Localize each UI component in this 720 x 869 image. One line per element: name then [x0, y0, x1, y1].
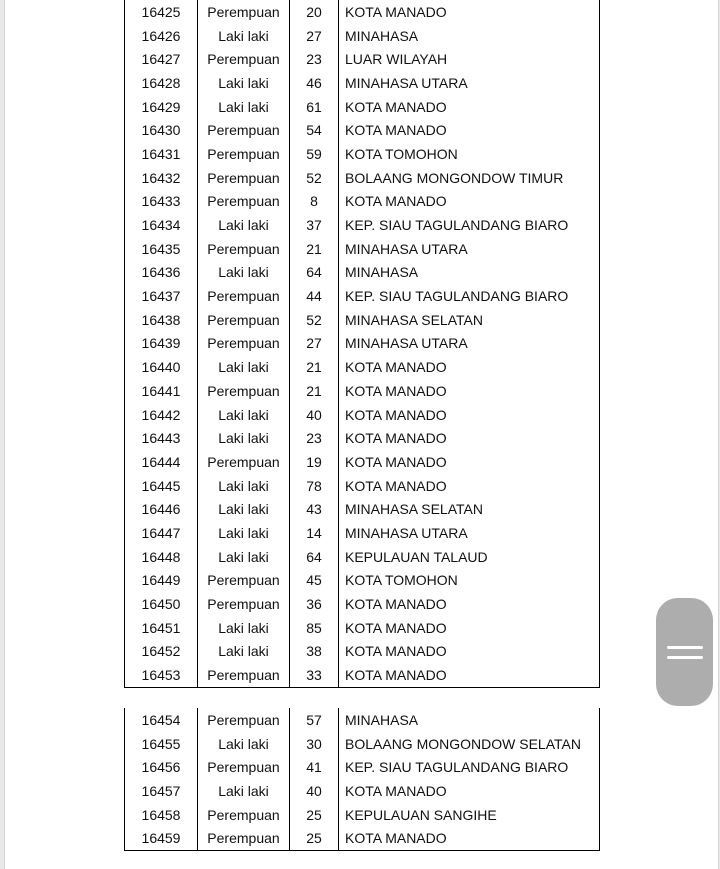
- cell-number: 16449: [141, 572, 181, 589]
- cell-number: 16432: [141, 169, 181, 186]
- cell-region: LUAR WILAYAH: [338, 47, 599, 71]
- cell-gender: Laki laki: [197, 355, 289, 379]
- cell-region: KOTA MANADO: [338, 95, 599, 119]
- cell-age: 44: [289, 284, 338, 308]
- cell-region: KEP. SIAU TAGULANDANG BIARO: [338, 213, 599, 237]
- cell-age: 23: [289, 426, 338, 450]
- cell-region: MINAHASA: [338, 708, 599, 732]
- cell-number: 16441: [141, 382, 181, 399]
- cell-number: 16440: [141, 359, 181, 376]
- cell-age: 43: [289, 497, 338, 521]
- cell-number: 16453: [141, 667, 181, 684]
- cell-age: 30: [289, 732, 338, 756]
- cell-region: KOTA MANADO: [338, 450, 599, 474]
- cell-number: 16434: [141, 217, 181, 234]
- cell-region: KOTA MANADO: [338, 640, 599, 664]
- cell-age: 37: [289, 213, 338, 237]
- table-row: [125, 190, 599, 214]
- cell-number: 16454: [141, 711, 181, 728]
- cell-region: MINAHASA SELATAN: [338, 308, 599, 332]
- cell-age: 33: [289, 663, 338, 687]
- cell-age: 45: [289, 569, 338, 593]
- cell-gender: Perempuan: [197, 569, 289, 593]
- cell-region: KOTA MANADO: [338, 355, 599, 379]
- cell-region: MINAHASA UTARA: [338, 71, 599, 95]
- cell-region: MINAHASA UTARA: [338, 237, 599, 261]
- cell-gender: Perempuan: [197, 332, 289, 356]
- cell-age: 64: [289, 261, 338, 285]
- table-row: [125, 708, 599, 732]
- table-row: [125, 403, 599, 427]
- cell-number: 16445: [141, 477, 181, 494]
- cell-region: KOTA MANADO: [338, 426, 599, 450]
- scroll-handle[interactable]: [656, 598, 713, 706]
- cell-region: MINAHASA SELATAN: [338, 497, 599, 521]
- cell-gender: Perempuan: [197, 803, 289, 827]
- cell-number: 16457: [141, 782, 181, 799]
- cell-gender: Perempuan: [197, 308, 289, 332]
- cell-age: 38: [289, 640, 338, 664]
- cell-age: 14: [289, 521, 338, 545]
- cell-age: 57: [289, 708, 338, 732]
- cell-age: 27: [289, 332, 338, 356]
- cell-gender: Perempuan: [197, 826, 289, 850]
- table-row: [125, 663, 599, 687]
- drag-handle-icon: [667, 656, 703, 659]
- cell-number: 16444: [141, 453, 181, 470]
- cell-region: KOTA MANADO: [338, 403, 599, 427]
- cell-age: 27: [289, 24, 338, 48]
- cell-age: 8: [289, 190, 338, 214]
- cell-number: 16431: [141, 145, 181, 162]
- cell-gender: Laki laki: [197, 545, 289, 569]
- cell-gender: Perempuan: [197, 663, 289, 687]
- cell-number: 16452: [141, 643, 181, 660]
- cell-gender: Laki laki: [197, 616, 289, 640]
- table-row: [125, 803, 599, 827]
- cell-number: 16439: [141, 335, 181, 352]
- cell-region: KOTA MANADO: [338, 779, 599, 803]
- table-row: [125, 779, 599, 803]
- table-row: [125, 261, 599, 285]
- table-row: [125, 71, 599, 95]
- cell-gender: Laki laki: [197, 95, 289, 119]
- cell-number: 16427: [141, 51, 181, 68]
- cell-number: 16429: [141, 98, 181, 115]
- cell-age: 59: [289, 142, 338, 166]
- cell-age: 40: [289, 403, 338, 427]
- cell-number: 16443: [141, 430, 181, 447]
- table-row: [125, 545, 599, 569]
- cell-region: KOTA MANADO: [338, 118, 599, 142]
- cell-region: KOTA MANADO: [338, 616, 599, 640]
- table-row: [125, 826, 599, 850]
- cell-region: KEPULAUAN TALAUD: [338, 545, 599, 569]
- cell-number: 16426: [141, 27, 181, 44]
- cell-region: KEPULAUAN SANGIHE: [338, 803, 599, 827]
- cell-region: KEP. SIAU TAGULANDANG BIARO: [338, 755, 599, 779]
- cell-gender: Laki laki: [197, 474, 289, 498]
- cell-region: BOLAANG MONGONDOW SELATAN: [338, 732, 599, 756]
- cell-region: MINAHASA UTARA: [338, 521, 599, 545]
- cell-number: 16442: [141, 406, 181, 423]
- cell-gender: Laki laki: [197, 732, 289, 756]
- cell-number: 16433: [141, 193, 181, 210]
- cell-age: 41: [289, 755, 338, 779]
- cell-region: MINAHASA UTARA: [338, 332, 599, 356]
- cell-age: 21: [289, 355, 338, 379]
- cell-age: 52: [289, 308, 338, 332]
- cell-age: 78: [289, 474, 338, 498]
- cell-gender: Laki laki: [197, 213, 289, 237]
- cell-gender: Laki laki: [197, 403, 289, 427]
- table-row: [125, 95, 599, 119]
- table-row: [125, 118, 599, 142]
- cell-number: 16451: [141, 619, 181, 636]
- table-row: [125, 355, 599, 379]
- table-row: [125, 616, 599, 640]
- cell-number: 16435: [141, 240, 181, 257]
- table-row: [125, 474, 599, 498]
- cell-age: 36: [289, 592, 338, 616]
- cell-number: 16447: [141, 524, 181, 541]
- table-row: [125, 237, 599, 261]
- drag-handle-icon: [667, 646, 703, 649]
- cell-region: KOTA MANADO: [338, 190, 599, 214]
- cell-number: 16458: [141, 806, 181, 823]
- cell-gender: Perempuan: [197, 190, 289, 214]
- cell-gender: Laki laki: [197, 521, 289, 545]
- cell-number: 16448: [141, 548, 181, 565]
- cell-gender: Laki laki: [197, 261, 289, 285]
- table-row: [125, 521, 599, 545]
- table-row: [125, 569, 599, 593]
- table-row: [125, 592, 599, 616]
- cell-region: KOTA MANADO: [338, 826, 599, 850]
- cell-age: 21: [289, 379, 338, 403]
- cell-gender: Perempuan: [197, 755, 289, 779]
- table-row: [125, 0, 599, 24]
- cell-region: KOTA TOMOHON: [338, 142, 599, 166]
- cell-gender: Perempuan: [197, 237, 289, 261]
- cell-number: 16446: [141, 501, 181, 518]
- cell-gender: Perempuan: [197, 142, 289, 166]
- cell-age: 61: [289, 95, 338, 119]
- cell-number: 16456: [141, 759, 181, 776]
- cell-number: 16459: [141, 830, 181, 847]
- cell-region: KOTA TOMOHON: [338, 569, 599, 593]
- cell-number: 16438: [141, 311, 181, 328]
- cell-age: 64: [289, 545, 338, 569]
- cell-number: 16455: [141, 735, 181, 752]
- cell-gender: Perempuan: [197, 284, 289, 308]
- cell-gender: Laki laki: [197, 497, 289, 521]
- cell-gender: Perempuan: [197, 47, 289, 71]
- table-row: [125, 142, 599, 166]
- cell-number: 16436: [141, 264, 181, 281]
- table-row: [125, 450, 599, 474]
- data-table-part-1: [124, 0, 600, 688]
- cell-region: KOTA MANADO: [338, 474, 599, 498]
- table-row: [125, 755, 599, 779]
- cell-region: MINAHASA: [338, 24, 599, 48]
- cell-gender: Laki laki: [197, 779, 289, 803]
- table-row: [125, 497, 599, 521]
- cell-gender: Perempuan: [197, 708, 289, 732]
- table-row: [125, 308, 599, 332]
- data-table-part-2: [124, 708, 600, 851]
- cell-number: 16437: [141, 288, 181, 305]
- cell-gender: Perempuan: [197, 379, 289, 403]
- cell-number: 16428: [141, 74, 181, 91]
- cell-age: 85: [289, 616, 338, 640]
- cell-age: 23: [289, 47, 338, 71]
- cell-gender: Laki laki: [197, 640, 289, 664]
- cell-age: 54: [289, 118, 338, 142]
- cell-age: 25: [289, 803, 338, 827]
- cell-age: 20: [289, 0, 338, 24]
- cell-gender: Perempuan: [197, 166, 289, 190]
- cell-region: MINAHASA: [338, 261, 599, 285]
- cell-gender: Perempuan: [197, 0, 289, 24]
- cell-region: BOLAANG MONGONDOW TIMUR: [338, 166, 599, 190]
- cell-region: KOTA MANADO: [338, 0, 599, 24]
- cell-age: 21: [289, 237, 338, 261]
- cell-gender: Laki laki: [197, 71, 289, 95]
- cell-gender: Perempuan: [197, 450, 289, 474]
- table-row: [125, 284, 599, 308]
- table-row: [125, 640, 599, 664]
- cell-region: KOTA MANADO: [338, 663, 599, 687]
- table-row: [125, 332, 599, 356]
- cell-age: 40: [289, 779, 338, 803]
- cell-age: 52: [289, 166, 338, 190]
- cell-gender: Laki laki: [197, 426, 289, 450]
- cell-age: 25: [289, 826, 338, 850]
- cell-gender: Laki laki: [197, 24, 289, 48]
- table-row: [125, 379, 599, 403]
- document-page: [4, 0, 719, 869]
- cell-gender: Perempuan: [197, 592, 289, 616]
- cell-region: KOTA MANADO: [338, 592, 599, 616]
- table-row: [125, 166, 599, 190]
- table-row: [125, 426, 599, 450]
- table-row: [125, 24, 599, 48]
- cell-number: 16430: [141, 122, 181, 139]
- cell-age: 46: [289, 71, 338, 95]
- cell-region: KOTA MANADO: [338, 379, 599, 403]
- cell-age: 19: [289, 450, 338, 474]
- cell-gender: Perempuan: [197, 118, 289, 142]
- table-row: [125, 213, 599, 237]
- cell-number: 16425: [141, 3, 181, 20]
- cell-region: KEP. SIAU TAGULANDANG BIARO: [338, 284, 599, 308]
- table-row: [125, 47, 599, 71]
- table-row: [125, 732, 599, 756]
- cell-number: 16450: [141, 596, 181, 613]
